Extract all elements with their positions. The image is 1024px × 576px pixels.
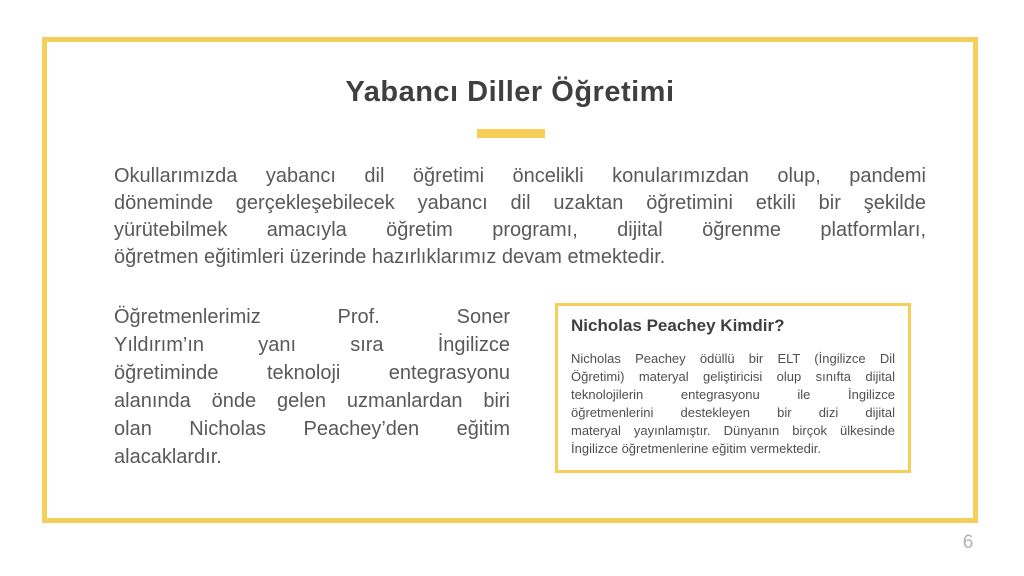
intro-line: döneminde gerçekleşebilecek yabancı dil uzaktan öğretimini etkili bir şekilde [114,192,926,214]
intro-line: öğretmen eğitimleri üzerinde hazırlıklarımız devam etmektedir. [114,246,666,268]
info-box [555,303,911,473]
info-box-line: öğretmenlerini destekleyen bir dizi dijital [571,405,895,420]
title-accent-bar [477,129,545,138]
info-box-body [571,350,895,458]
intro-paragraph [114,163,926,271]
left-column-line: Yıldırım’ın yanı sıra İngilizce [114,334,510,356]
info-box-line: materyal yayınlamıştır. Dünyanın birçok ülkesinde [571,423,895,438]
info-box-line: Öğretimi) materyal geliştiricisi olup sınıfta dijital [571,369,895,384]
intro-line: yürütebilmek amacıyla öğretim programı, dijital öğrenme platformları, [114,219,926,241]
slide-title: Yabancı Diller Öğretimi [345,76,675,108]
left-column-line: alacaklardır. [114,446,222,468]
page-number: 6 [962,532,974,553]
left-column-line: alanında önde gelen uzmanlardan biri [114,390,510,412]
left-column-line: olan Nicholas Peachey’den eğitim [114,418,510,440]
intro-line: Okullarımızda yabancı dil öğretimi öncelikli konularımızdan olup, pandemi [114,165,926,187]
left-column-paragraph [114,303,510,471]
info-box-title: Nicholas Peachey Kimdir? [571,316,785,335]
info-box-line: İngilizce öğretmenlerine eğitim vermektedir. [571,441,821,456]
info-box-line: Nicholas Peachey ödüllü bir ELT (İngilizce Dil [571,351,895,366]
info-box-line: teknolojilerin entegrasyonu ile İngilizce [571,387,895,402]
left-column-line: öğretiminde teknoloji entegrasyonu [114,362,510,384]
left-column-line: Öğretmenlerimiz Prof. Soner [114,306,510,328]
